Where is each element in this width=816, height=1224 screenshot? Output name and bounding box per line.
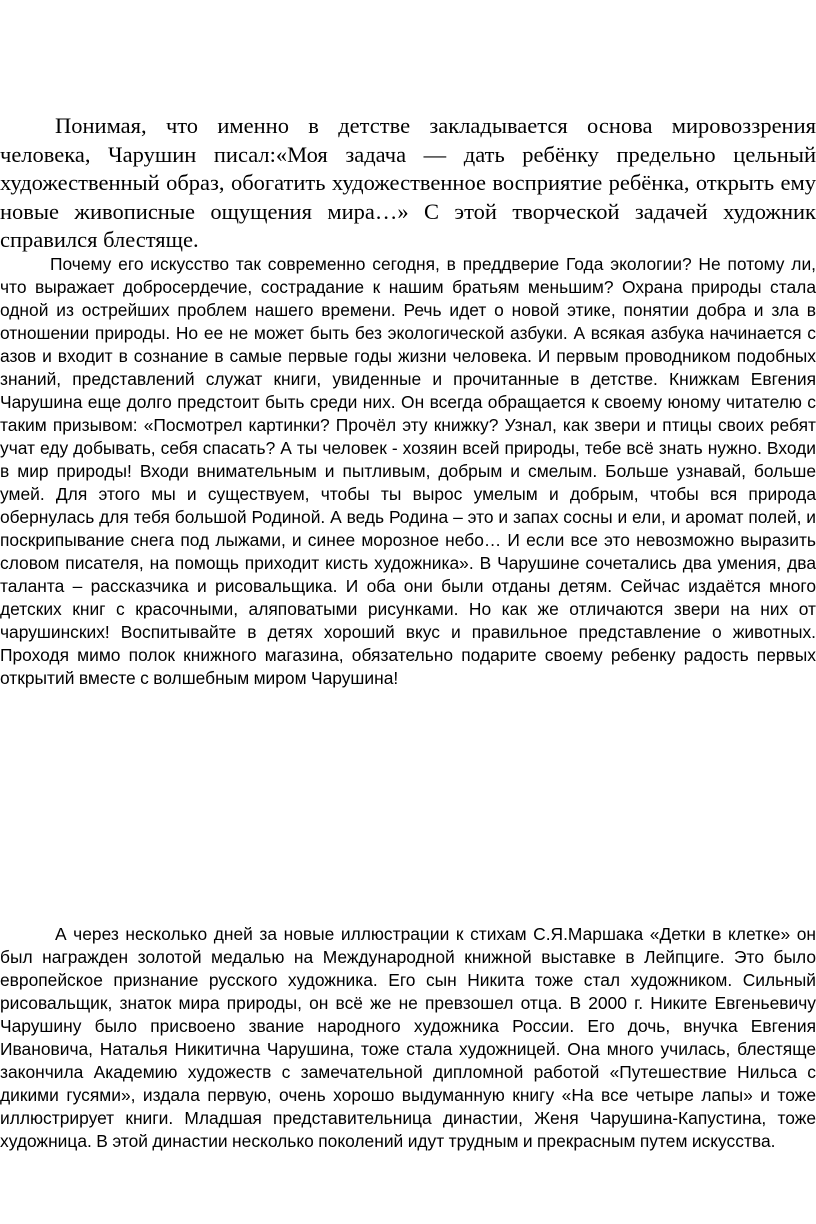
paragraph-dynasty: А через несколько дней за новые иллюстрации к стихам С.Я.Маршака «Детки в клетке» он был награжден золотой медалью на Международной книжной выставке в Лейпциге. Это было европейское признание русского художника. Его сын Никита тоже стал художником. Сильный рисовальщик, знаток мира природы, он всё же не превзошел отца. В 2000 г. Никите Евгеньевичу Чарушину было присвоено звание народного художника России. Его дочь, внучка Евгения Ивановича, Наталья Никитична Чарушина, тоже стала художницей. Она много училась, блестяще закончила Академию художеств с замечательной дипломной работой «Путешествие Нильса с дикими гусями», издала первую, очень хорошо выдуманную книгу «На все четыре лапы» и тоже иллюстрирует книги. Младшая представительница династии, Женя Чарушина-Капустина, тоже художница. В этой династии несколько поколений идут трудным и прекрасным путем искусства.	[0, 924, 816, 1151]
paragraph-intro-quote: Понимая, что именно в детстве закладывается основа мировоззрения человека, Чарушин писал:«Моя задача — дать ребёнку предельно цельный художественный образ, обогатить художественное восприятие ребёнка, открыть ему новые живописные ощущения мира…» С этой творческой задачей художник справился блестяще.	[0, 113, 816, 253]
paragraph-ecology: Почему его искусство так современно сегодня, в преддверие Года экологии? Не потому ли, что выражает добросердечие, сострадание к нашим братьям меньшим? Охрана природы стала одной из острейших проблем нашего времени. Речь идет о новой этике, понятии добра и зла в отношении природы. Но ее не может быть без экологической азбуки. А всякая азбука начинается с азов и входит в сознание в самые первые годы жизни человека. И первым проводником подобных знаний, представлений служат книги, увиденные и прочитанные в детстве. Книжкам Евгения Чарушина еще долго предстоит быть среди них. Он всегда обращается к своему юному читателю с таким призывом: «Посмотрел картинки? Прочёл эту книжку? Узнал, как звери и птицы своих ребят учат еду добывать, себя спасать? А ты человек - хозяин всей природы, тебе всё знать нужно. Входи в мир природы! Входи внимательным и пытливым, добрым и смелым. Больше узнавай, больше умей. Для этого мы и существуем, чтобы ты вырос умелым и добрым, чтобы вся природа обернулась для тебя большой Родиной. А ведь Родина – это и запах сосны и ели, и аромат полей, и поскрипывание снега под лыжами, и синее морозное небо… И если все это невозможно выразить словом писателя, на помощь приходит кисть художника». В Чарушине сочетались два умения, два таланта – рассказчика и рисовальщика. И оба они были отданы детям. Сейчас издаётся много детских книг с красочными, аляповатыми рисунками. Но как же отличаются звери на них от чарушинских! Воспитывайте в детях хороший вкус и правильное представление о животных. Проходя мимо полок книжного магазина, обязательно подарите своему ребенку радость первых открытий вместе с волшебным миром Чарушина!	[0, 254, 816, 688]
